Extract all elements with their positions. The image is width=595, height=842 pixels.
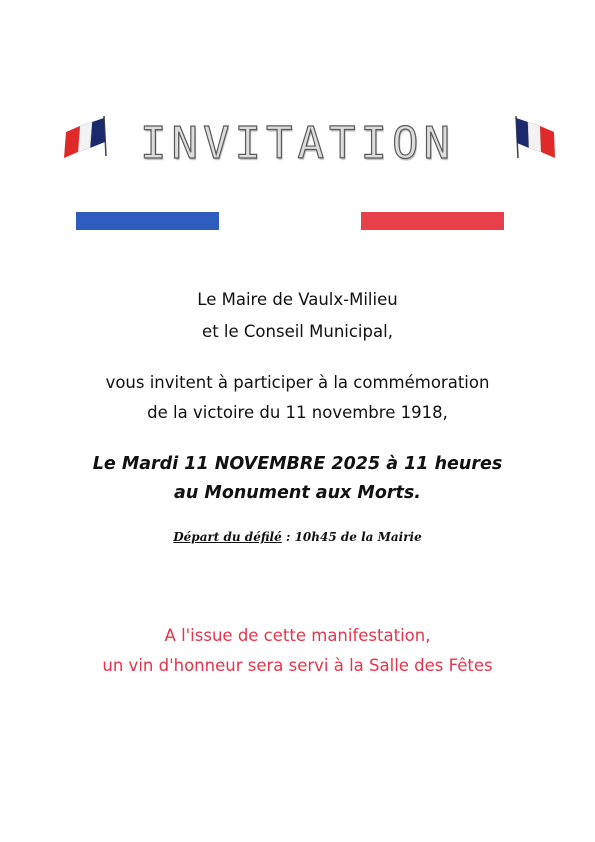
invitation-line-2: de la victoire du 11 novembre 1918, xyxy=(147,403,448,422)
hosts-line-2: et le Conseil Municipal, xyxy=(202,322,393,341)
departure-detail: 10h45 de la Mairie xyxy=(294,530,422,544)
departure-separator: : xyxy=(281,530,295,544)
banner-red-band xyxy=(361,212,504,230)
banner-blue-band xyxy=(76,212,219,230)
event-place-line: au Monument aux Morts. xyxy=(174,483,421,503)
hosts-line-1: Le Maire de Vaulx-Milieu xyxy=(197,290,398,309)
banner-white-band xyxy=(219,212,362,230)
event-date-line: Le Mardi 11 NOVEMBRE 2025 à 11 heures xyxy=(92,454,503,474)
invitation-line-1: vous invitent à participer à la commémoration xyxy=(105,373,490,392)
departure-line xyxy=(0,530,595,544)
page-title: INVITATION xyxy=(140,118,455,169)
reception-line-2: un vin d'honneur sera servi à la Salle des Fêtes xyxy=(102,656,493,675)
tricolor-banner xyxy=(76,212,504,230)
reception-line-1: A l'issue de cette manifestation, xyxy=(164,626,431,645)
departure-label: Départ du défilé xyxy=(173,530,282,544)
